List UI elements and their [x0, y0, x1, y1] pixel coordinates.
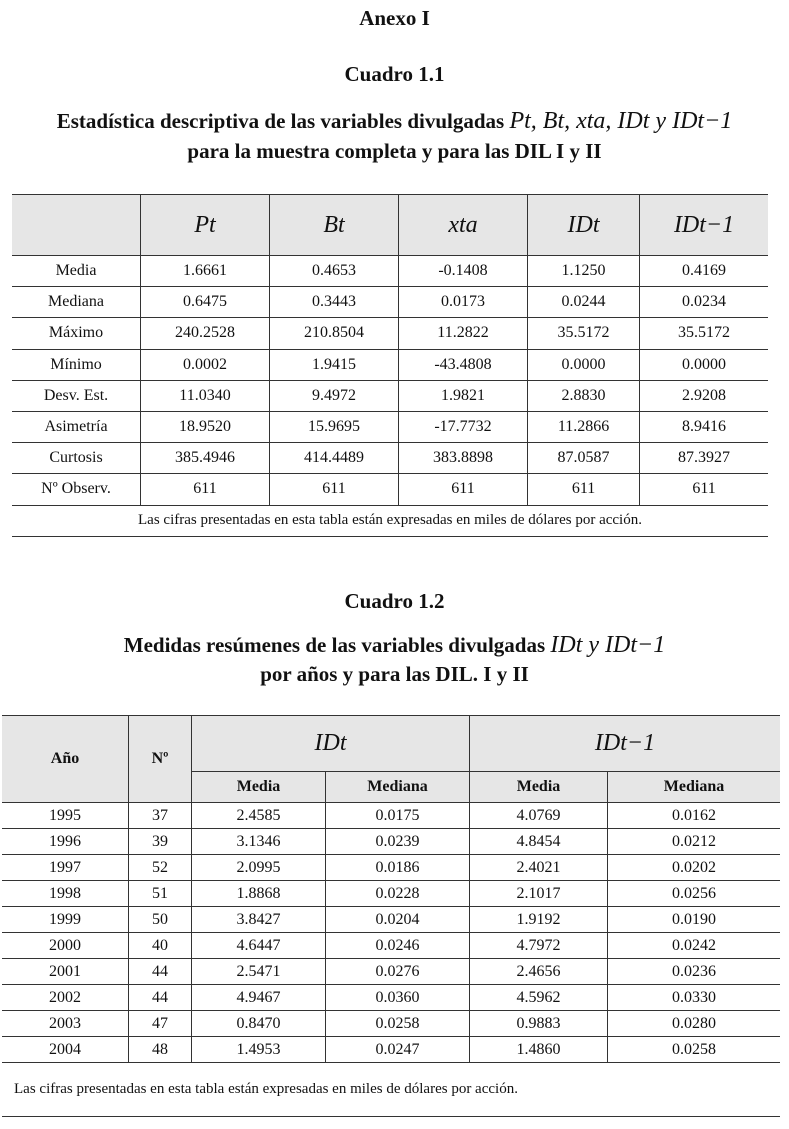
- table2-row: [2, 1011, 780, 1037]
- table1-title-vars: Pt, Bt, xta, IDt y IDt−1: [509, 108, 733, 134]
- table2-row: [2, 881, 780, 907]
- table2-cell-m1: 2.5471: [192, 959, 326, 985]
- table1-note: Las cifras presentadas en esta tabla están expresadas en miles de dólares por acción.: [12, 505, 768, 536]
- table2-row: [2, 803, 780, 829]
- table2-cell-md2: 0.0212: [608, 829, 781, 855]
- table1-cell: 0.0000: [528, 349, 640, 380]
- table2-cell-year: 2000: [2, 933, 129, 959]
- table1-cell: 0.3443: [270, 287, 399, 318]
- table2-cell-n: 47: [129, 1011, 192, 1037]
- row-label: Mediana: [12, 287, 141, 318]
- table1-cell: 11.0340: [141, 380, 270, 411]
- col-header-year: Año: [2, 716, 129, 803]
- table2-cell-year: 2002: [2, 985, 129, 1011]
- col-header-bt: Bt: [270, 195, 399, 256]
- table1-row: [12, 256, 768, 287]
- subheader-mediana-1: Mediana: [326, 772, 470, 803]
- table1-cell: 611: [270, 474, 399, 505]
- table2-row: [2, 1037, 780, 1063]
- table2-cell-md2: 0.0162: [608, 803, 781, 829]
- table1-cell: 414.4489: [270, 443, 399, 474]
- table1-cell: 383.8898: [399, 443, 528, 474]
- table1-cell: 11.2822: [399, 318, 528, 349]
- table2-cell-m1: 1.4953: [192, 1037, 326, 1063]
- descriptive-stats-table: [12, 194, 768, 537]
- table1-cell: 1.9415: [270, 349, 399, 380]
- table1-cell: -0.1408: [399, 256, 528, 287]
- table2-title-text: Medidas resúmenes de las variables divulgadas: [123, 633, 546, 657]
- table2-cell-m2: 0.9883: [470, 1011, 608, 1037]
- row-label: Media: [12, 256, 141, 287]
- table1-row: [12, 443, 768, 474]
- table2-cell-n: 39: [129, 829, 192, 855]
- table1-cell: 1.9821: [399, 380, 528, 411]
- table2-cell-m1: 0.8470: [192, 1011, 326, 1037]
- table2-row: [2, 855, 780, 881]
- group-header-idt: IDt: [192, 716, 470, 772]
- col-header-idt: IDt: [528, 195, 640, 256]
- table1-cell: 0.0002: [141, 349, 270, 380]
- table1-note-row: [12, 505, 768, 536]
- table2-cell-m2: 2.1017: [470, 881, 608, 907]
- table2-row: [2, 985, 780, 1011]
- table2-cell-n: 40: [129, 933, 192, 959]
- yearly-summary-table: [2, 715, 780, 1063]
- table2-cell-n: 52: [129, 855, 192, 881]
- table1-row: [12, 474, 768, 505]
- table2-cell-n: 44: [129, 959, 192, 985]
- table2-row: [2, 933, 780, 959]
- row-label: Asimetría: [12, 411, 141, 442]
- table2-cell-year: 1995: [2, 803, 129, 829]
- col-header-idt-1: IDt−1: [640, 195, 768, 256]
- table1-cell: 0.0000: [640, 349, 768, 380]
- table2-row: [2, 959, 780, 985]
- table2-cell-m2: 4.0769: [470, 803, 608, 829]
- table2-cell-m2: 1.9192: [470, 907, 608, 933]
- table2-cell-md1: 0.0276: [326, 959, 470, 985]
- table1-cell: 87.0587: [528, 443, 640, 474]
- table1-corner-cell: [12, 195, 141, 256]
- table1-cell: 2.8830: [528, 380, 640, 411]
- table1-title: [0, 108, 789, 135]
- table2-row: [2, 907, 780, 933]
- table2-cell-year: 2003: [2, 1011, 129, 1037]
- table1-cell: -43.4808: [399, 349, 528, 380]
- table2-header-row-1: [2, 716, 780, 772]
- table1-cell: 240.2528: [141, 318, 270, 349]
- table2-cell-md1: 0.0204: [326, 907, 470, 933]
- group-header-idt-1: IDt−1: [470, 716, 781, 772]
- table2-cell-md1: 0.0246: [326, 933, 470, 959]
- table1-cell: 8.9416: [640, 411, 768, 442]
- table2-title: [0, 632, 789, 659]
- table1-row: [12, 318, 768, 349]
- table2-cell-year: 1999: [2, 907, 129, 933]
- table2-cell-m1: 4.9467: [192, 985, 326, 1011]
- table2-cell-md2: 0.0280: [608, 1011, 781, 1037]
- table1-cell: 35.5172: [640, 318, 768, 349]
- row-label: Desv. Est.: [12, 380, 141, 411]
- table2-cell-m1: 3.1346: [192, 829, 326, 855]
- table1-cell: 611: [528, 474, 640, 505]
- table1-cell: 0.0173: [399, 287, 528, 318]
- table2-cell-n: 37: [129, 803, 192, 829]
- table2-cell-m1: 2.4585: [192, 803, 326, 829]
- table2-cell-md2: 0.0256: [608, 881, 781, 907]
- table1-cell: 0.4169: [640, 256, 768, 287]
- table1-cell: 11.2866: [528, 411, 640, 442]
- table2-cell-n: 44: [129, 985, 192, 1011]
- table2-cell-md2: 0.0258: [608, 1037, 781, 1063]
- table1-cell: 15.9695: [270, 411, 399, 442]
- table2-cell-md1: 0.0239: [326, 829, 470, 855]
- table2-cell-m2: 4.5962: [470, 985, 608, 1011]
- table1-cell: 0.4653: [270, 256, 399, 287]
- row-label: Curtosis: [12, 443, 141, 474]
- table1-cell: 2.9208: [640, 380, 768, 411]
- table2-cell-year: 1997: [2, 855, 129, 881]
- table2-cell-m1: 3.8427: [192, 907, 326, 933]
- table1-cell: 0.0234: [640, 287, 768, 318]
- table1-cell: 35.5172: [528, 318, 640, 349]
- table1-cell: 1.6661: [141, 256, 270, 287]
- row-label: Máximo: [12, 318, 141, 349]
- row-label: Nº Observ.: [12, 474, 141, 505]
- table1-cell: 385.4946: [141, 443, 270, 474]
- table2-cell-md2: 0.0242: [608, 933, 781, 959]
- table2-note: Las cifras presentadas en esta tabla están expresadas en miles de dólares por acción.: [14, 1081, 518, 1097]
- table2-cell-md1: 0.0360: [326, 985, 470, 1011]
- table2-cell-m1: 2.0995: [192, 855, 326, 881]
- row-label: Mínimo: [12, 349, 141, 380]
- table2-cell-md1: 0.0228: [326, 881, 470, 907]
- table2-bottom-rule: [2, 1116, 780, 1117]
- table1-cell: 87.3927: [640, 443, 768, 474]
- table2-cell-md2: 0.0330: [608, 985, 781, 1011]
- table1-cell: 1.1250: [528, 256, 640, 287]
- table1-row: [12, 287, 768, 318]
- table2-cell-m2: 1.4860: [470, 1037, 608, 1063]
- subheader-media-1: Media: [192, 772, 326, 803]
- table2-title-vars: IDt y IDt−1: [550, 632, 666, 658]
- table2-cell-n: 51: [129, 881, 192, 907]
- table1-cell: 9.4972: [270, 380, 399, 411]
- table2-cell-n: 50: [129, 907, 192, 933]
- table1-subtitle: para la muestra completa y para las DIL I y II: [187, 139, 602, 163]
- table2-subtitle: por años y para las DIL. I y II: [260, 662, 529, 686]
- table2-cell-m2: 4.7972: [470, 933, 608, 959]
- table1-row: [12, 349, 768, 380]
- table1-cell: -17.7732: [399, 411, 528, 442]
- table2-cell-m2: 2.4021: [470, 855, 608, 881]
- table2-cell-md1: 0.0175: [326, 803, 470, 829]
- col-header-n: Nº: [129, 716, 192, 803]
- table1-cell: 210.8504: [270, 318, 399, 349]
- col-header-xta: xta: [399, 195, 528, 256]
- table1-cell: 0.6475: [141, 287, 270, 318]
- table2-cell-year: 2001: [2, 959, 129, 985]
- table1-label: Cuadro 1.1: [344, 62, 445, 86]
- table2-label: Cuadro 1.2: [344, 589, 445, 613]
- table1-cell: 18.9520: [141, 411, 270, 442]
- subheader-media-2: Media: [470, 772, 608, 803]
- table2-cell-year: 2004: [2, 1037, 129, 1063]
- table2-cell-m2: 2.4656: [470, 959, 608, 985]
- table1-title-text: Estadística descriptiva de las variables divulgadas: [56, 109, 505, 133]
- table2-cell-m2: 4.8454: [470, 829, 608, 855]
- table2-cell-m1: 1.8868: [192, 881, 326, 907]
- table2-cell-md2: 0.0236: [608, 959, 781, 985]
- table1-row: [12, 380, 768, 411]
- table1-row: [12, 411, 768, 442]
- table1-cell: 611: [640, 474, 768, 505]
- table1-cell: 611: [141, 474, 270, 505]
- table1-cell: 611: [399, 474, 528, 505]
- table2-cell-md1: 0.0186: [326, 855, 470, 881]
- annex-title: Anexo I: [359, 6, 430, 30]
- table2-cell-year: 1996: [2, 829, 129, 855]
- table2-row: [2, 829, 780, 855]
- col-header-pt: Pt: [141, 195, 270, 256]
- table2-cell-year: 1998: [2, 881, 129, 907]
- table1-header-row: [12, 195, 768, 256]
- table2-cell-md1: 0.0247: [326, 1037, 470, 1063]
- table2-cell-md1: 0.0258: [326, 1011, 470, 1037]
- subheader-mediana-2: Mediana: [608, 772, 781, 803]
- table1-cell: 0.0244: [528, 287, 640, 318]
- table2-cell-md2: 0.0190: [608, 907, 781, 933]
- table2-cell-m1: 4.6447: [192, 933, 326, 959]
- table2-cell-n: 48: [129, 1037, 192, 1063]
- table2-cell-md2: 0.0202: [608, 855, 781, 881]
